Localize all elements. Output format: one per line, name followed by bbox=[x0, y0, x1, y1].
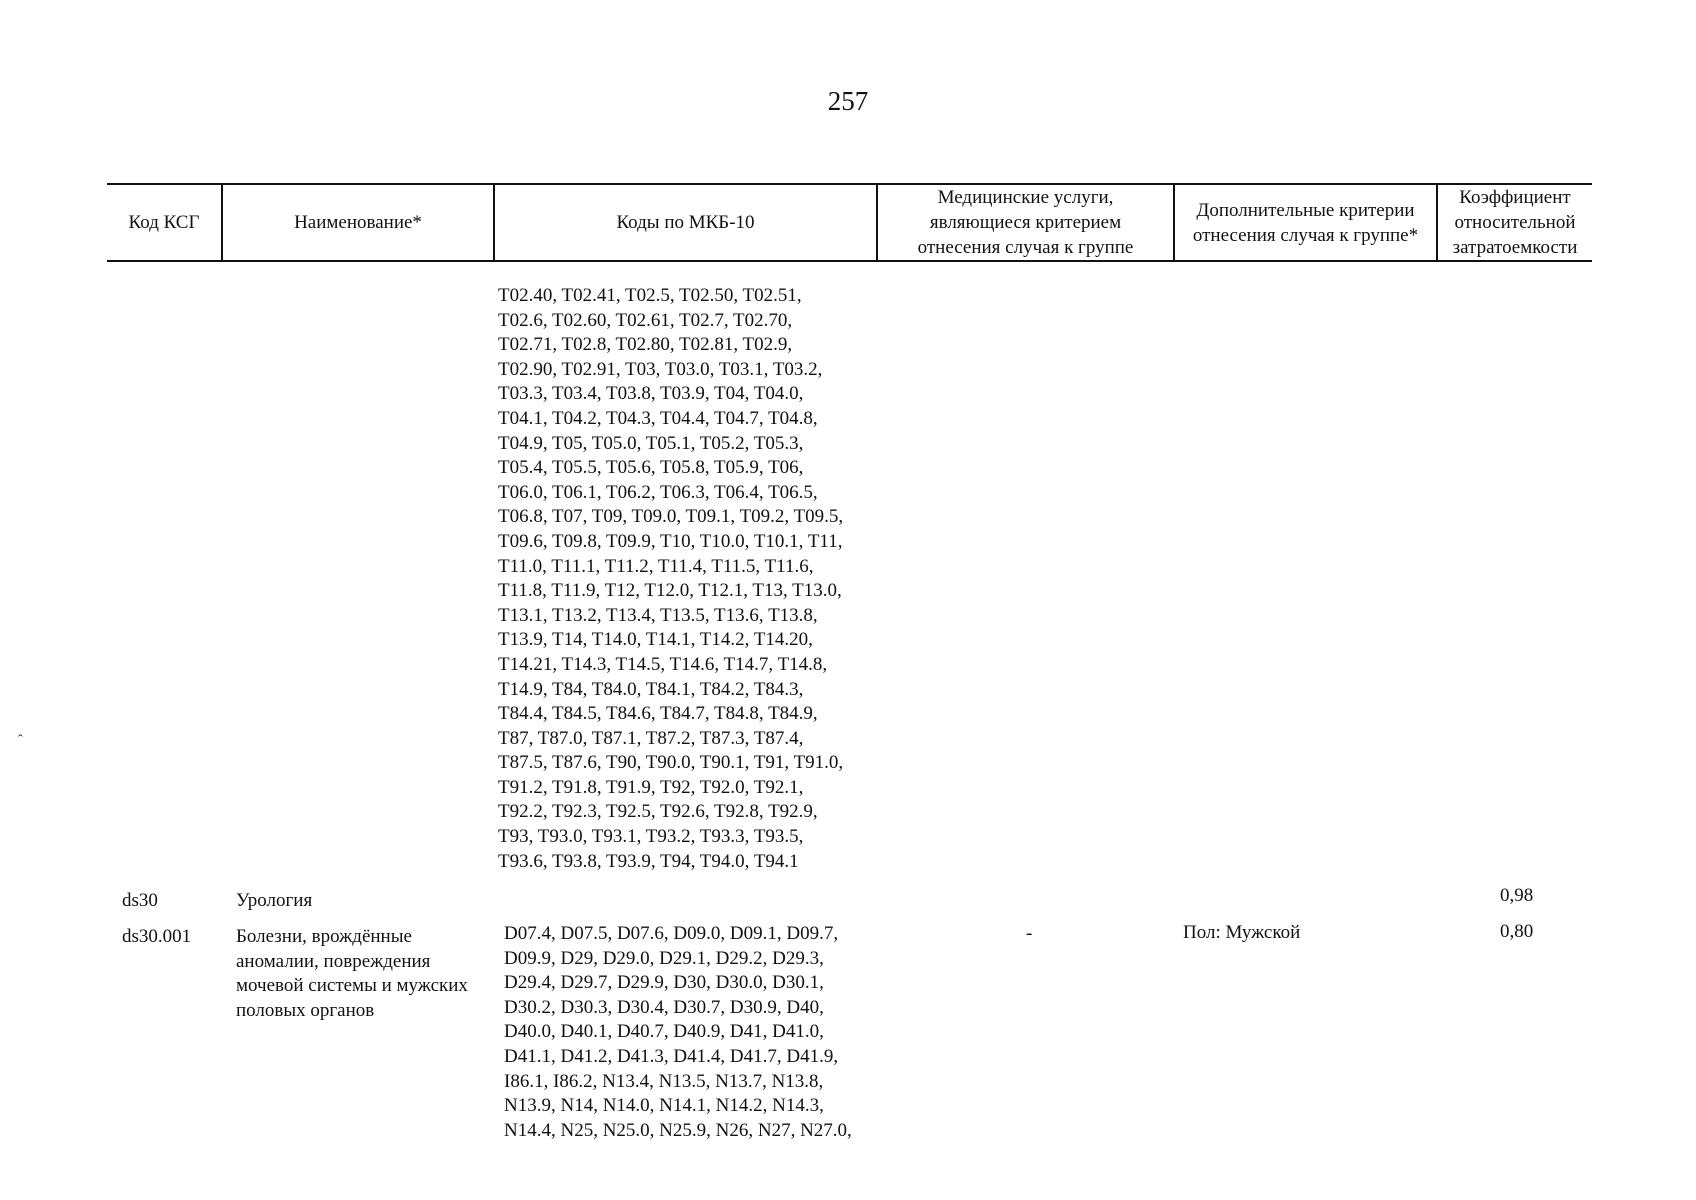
header-icd-codes: Коды по МКБ-10 bbox=[616, 212, 755, 233]
row-code: ds30.001 bbox=[122, 926, 192, 947]
continued-icd-codes: T02.40, T02.41, T02.5, T02.50, T02.51, T02.6, T02.60, T02.61, T02.7, T02.70, T02.71, T02.8, T02.80, T02.81, T02.9, T02.90, T02.91, T03, T03.0, T03.1, T03.2, T03.3, T03.4, T03.8, T03.9, T04, T04.0, T04.1, T04.2, T04.3, T04.4, T04.7, T04.8, T04.9, T05, T05.0, T05.1, T05.2, T05.3, T05.4, T05.5, T05.6, T05.8, T05.9, T06, T06.0, T06.1, T06.2, T06.3, T06.4, T06.5, T06.8, T07, T09, T09.0, T09.1, T09.2, T09.5, T09.6, T09.8, T09.9, T10, T10.0, T10.1, T11, T11.0, T11.1, T11.2, T11.4, T11.5, T11.6, T11.8, T11.9, T12, T12.0, T12.1, T13, T13.0, T13.1, T13.2, T13.4, T13.5, T13.6, T13.8, T13.9, T14, T14.0, T14.1, T14.2, T14.20, T14.21, T14.3, T14.5, T14.6, T14.7, T14.8, T14.9, T84, T84.0, T84.1, T84.2, T84.3, T84.4, T84.5, T84.6, T84.7, T84.8, T84.9, T87, T87.0, T87.1, T87.2, T87.3, T87.4, T87.5, T87.6, T90, T90.0, T90.1, T91, T91.0, T91.2, T91.8, T91.9, T92, T92.0, T92.1, T92.2, T92.3, T92.5, T92.6, T92.8, T92.9, T93, T93.0, T93.1, T93.2, T93.3, T93.5, T93.6, T93.8, T93.9, T94, T94.0, T94.1 bbox=[498, 285, 844, 872]
header-name: Наименование* bbox=[294, 212, 422, 233]
header-criteria: Дополнительные критерии отнесения случая к группе* bbox=[1192, 199, 1419, 246]
row-coefficient: 0,98 bbox=[1500, 885, 1534, 906]
row-code: ds30 bbox=[122, 890, 158, 911]
row-coefficient: 0,80 bbox=[1500, 921, 1534, 942]
margin-mark: ˆ bbox=[18, 733, 23, 748]
row-icd-codes: D07.4, D07.5, D07.6, D09.0, D09.1, D09.7, D09.9, D29, D29.0, D29.1, D29.2, D29.3, D29.4, D29.7, D29.9, D30, D30.0, D30.1, D30.2, D30.3, D30.4, D30.7, D30.9, D40, D40.0, D40.1, D40.7, D40.9, D41, D41.0, D41.1, D41.2, D41.3, D41.4, D41.7, D41.9, I86.1, I86.2, N13.4, N13.5, N13.7, N13.8, N13.9, N14, N14.0, N14.1, N14.2, N14.3, N14.4, N25, N25.0, N25.9, N26, N27, N27.0, bbox=[504, 923, 852, 1141]
row-name: Болезни, врождённые аномалии, повреждения мочевой системы и мужских половых органов bbox=[236, 926, 468, 1021]
table-header bbox=[107, 183, 1592, 262]
header-code: Код КСГ bbox=[128, 212, 200, 233]
page-number: 257 bbox=[827, 86, 869, 116]
header-services: Медицинские услуги, являющиеся критерием отнесения случая к группе bbox=[917, 187, 1134, 258]
row-name: Урология bbox=[236, 890, 313, 911]
row-criteria: Пол: Мужской bbox=[1183, 922, 1301, 943]
row-services: - bbox=[1026, 923, 1033, 944]
header-coefficient: Коэффициент относительной затратоемкости bbox=[1452, 187, 1578, 258]
